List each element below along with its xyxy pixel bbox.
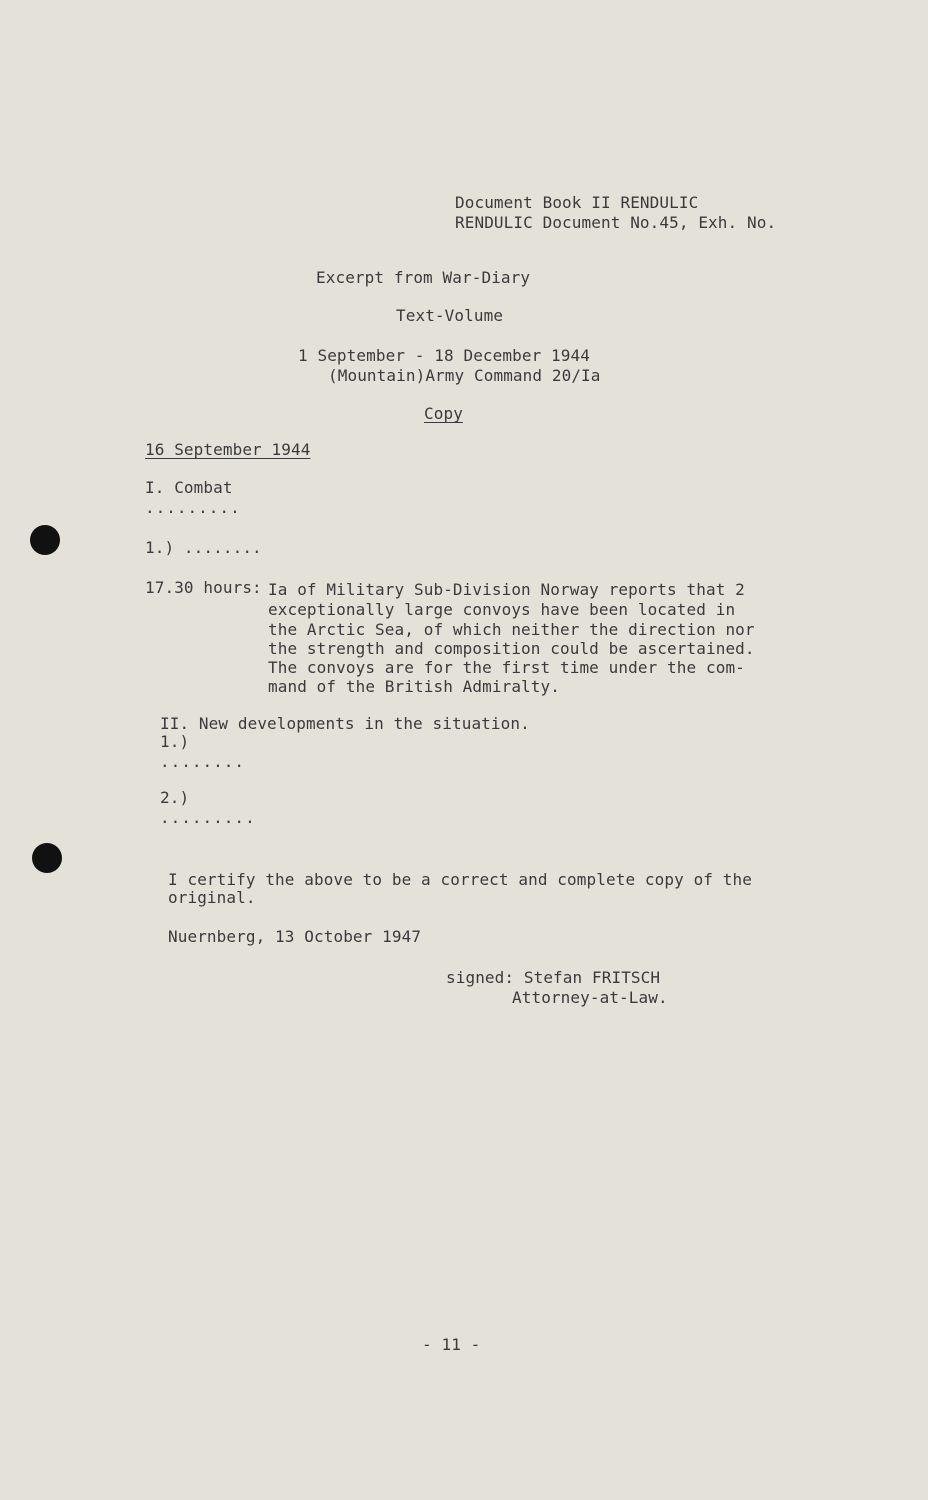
report-line-5: The convoys are for the first time under the com-: [268, 658, 745, 677]
section-new-developments: II. New developments in the situation.: [160, 714, 530, 733]
report-time: 17.30 hours:: [145, 578, 262, 597]
title-date-range: 1 September - 18 December 1944: [298, 346, 590, 365]
developments-item-2: 2.): [160, 788, 190, 807]
report-line-3: the Arctic Sea, of which neither the direction nor: [268, 620, 755, 639]
developments-item-1: 1.): [160, 732, 190, 751]
punch-hole-bottom: [32, 843, 62, 873]
certification-line-2: original.: [168, 888, 256, 907]
omission-dots-3: .........: [160, 808, 256, 827]
report-line-6: mand of the British Admiralty.: [268, 677, 560, 696]
report-line-2: exceptionally large convoys have been located in: [268, 600, 736, 619]
certification-place-date: Nuernberg, 13 October 1947: [168, 927, 422, 946]
copy-label: Copy: [424, 404, 463, 423]
signature-line: signed: Stefan FRITSCH: [446, 968, 661, 987]
section-combat: I. Combat: [145, 478, 233, 497]
title-command: (Mountain)Army Command 20/Ia: [328, 366, 601, 385]
report-line-4: the strength and composition could be ascertained.: [268, 639, 755, 658]
title-excerpt: Excerpt from War-Diary: [316, 268, 531, 287]
certification-line-1: I certify the above to be a correct and complete copy of the: [168, 870, 752, 889]
combat-item-1: 1.) ........: [145, 538, 262, 557]
header-document-number: RENDULIC Document No.45, Exh. No.: [455, 213, 777, 232]
report-line-1: Ia of Military Sub-Division Norway reports that 2: [268, 580, 745, 599]
punch-hole-top: [30, 525, 60, 555]
signatory-title: Attorney-at-Law.: [512, 988, 668, 1007]
omission-dots-1: .........: [145, 498, 241, 517]
title-text-volume: Text-Volume: [396, 306, 504, 325]
header-document-book: Document Book II RENDULIC: [455, 193, 699, 212]
omission-dots-2: ........: [160, 752, 246, 771]
entry-date: 16 September 1944: [145, 440, 311, 459]
page-number: - 11 -: [422, 1335, 481, 1354]
